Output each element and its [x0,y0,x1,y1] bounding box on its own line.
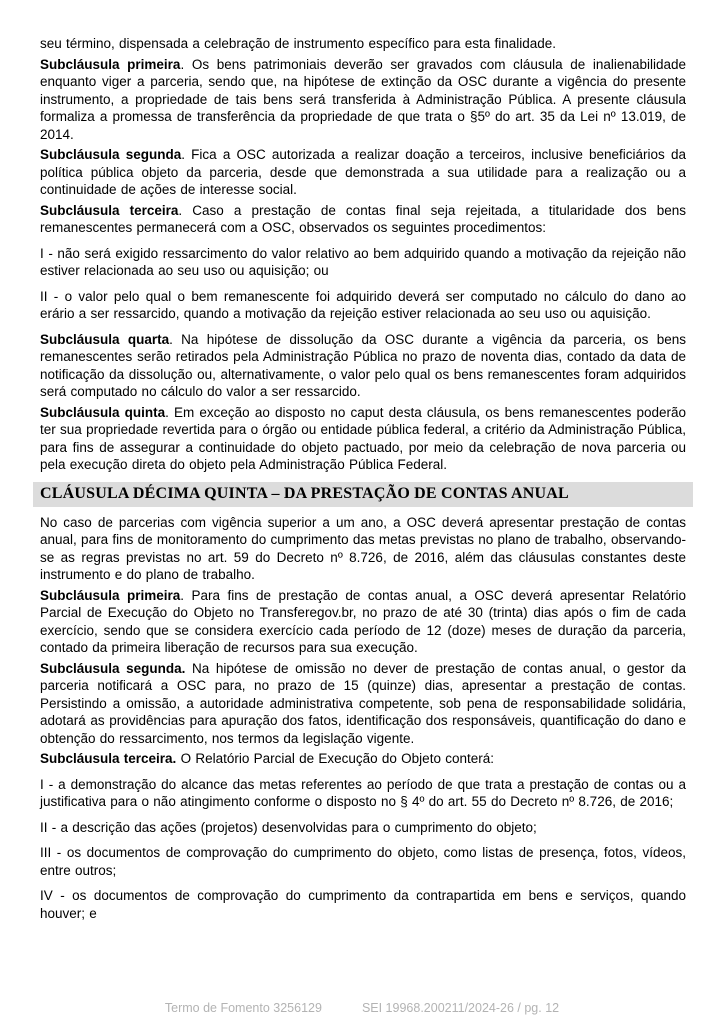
footer-doc-ref: Termo de Fomento 3256129 [164,1001,322,1015]
subclause-text: O Relatório Parcial de Execução do Objeto conterá: [176,751,494,766]
subclause-paragraph [40,331,686,401]
subclause-paragraph [40,56,686,144]
subclause-paragraph [40,202,686,237]
subclause-label: Subcláusula terceira [40,202,179,218]
list-item-paragraph: I - a demonstração do alcance das metas referentes ao período de que trata a prestação de contas ou a justificativa para o não atingimento conforme o disposto no § 4º do art. 55 do Decreto nº 8.726, de 2016; [40,776,686,809]
list-item-paragraph: I - não será exigido ressarcimento do valor relativo ao bem adquirido quando a motivação da rejeição não estiver relacionada ao seu uso ou aquisição; ou [40,245,686,278]
subclause-text: Na hipótese de omissão no dever de prestação de contas anual, o gestor da parceria notificará a OSC para, no prazo de 15 (quinze) dias, apresentar a prestação de contas. Persistindo a omissão, a autoridade administrativa competente, sob pena de responsabilidade solidária, adotará as providências para apuração dos fatos, identificação dos responsáveis, quantificação do dano e obtenção do ressarcimento, nos termos da legislação vigente. [40,660,686,746]
footer-sei-ref: SEI 19968.200211/2024-26 / pg. 12 [361,1001,560,1015]
subclause-paragraph [40,660,686,748]
subclause-text: . Os bens patrimoniais deverão ser gravados com cláusula de inalienabilidade enquanto viger a parceria, sendo que, na hipótese de extinção da OSC durante a vigência do presente instrumento, a propriedade de tais bens será transferida à Administração Pública. A presente cláusula formaliza a promessa de transferência da propriedade de que trata o §5º do art. 35 da Lei nº 13.019, de 2014. [40,56,686,142]
subclause-paragraph [40,750,686,768]
subclause-text: . Para fins de prestação de contas anual, a OSC deverá apresentar Relatório Parcial de Execução do Objeto no Transferegov.br, no prazo de até 30 (trinta) dias após o fim de cada exercício, sendo que se considera exercício cada período de 12 (doze) meses de duração da parceria, contado da primeira liberação de recursos para sua execução. [40,587,686,655]
subclause-label: Subcláusula primeira [40,587,181,603]
subclause-label: Subcláusula primeira [40,56,181,72]
subclause-text: . Na hipótese de dissolução da OSC durante a vigência da parceria, os bens remanescentes serão retirados pela Administração Pública no prazo de noventa dias, contado da data de notificação da dissolução ou, alternativamente, o valor pelo qual os bens remanescentes foram adquiridos será computado no cálculo do valor a ser ressarcido. [40,331,686,399]
list-item-paragraph: II - a descrição das ações (projetos) desenvolvidas para o cumprimento do objeto; [40,819,537,835]
page-content [40,35,686,930]
subclause-label: Subcláusula terceira. [40,751,177,766]
list-item-paragraph: III - os documentos de comprovação do cumprimento do objeto, como listas de presença, fotos, vídeos, entre outros; [40,845,686,878]
subclause-text: . Em exceção ao disposto no caput desta cláusula, os bens remanescentes poderão ter sua propriedade revertida para o órgão ou entidade pública federal, a critério da Administração Pública, para fins de assegurar a continuidade do objeto pactuado, por meio da celebração de nova parceria ou pela execução direta do objeto pela Administração Pública Federal. [40,404,686,472]
list-item-paragraph: IV - os documentos de comprovação do cumprimento da contrapartida em bens e serviços, quando houver; e [40,888,686,921]
body-paragraph: No caso de parcerias com vigência superior a um ano, a OSC deverá apresentar prestação de contas anual, para fins de monitoramento do cumprimento das metas previstas no plano de trabalho, observando-se as regras previstas no art. 59 do Decreto nº 8.726, de 2016, além das cláusulas constantes deste instrumento e do plano de trabalho. [40,514,686,582]
page-footer [0,1001,724,1015]
subclause-paragraph [40,587,686,657]
subclause-label: Subcláusula quinta [40,404,166,420]
clause-heading: CLÁUSULA DÉCIMA QUINTA – DA PRESTAÇÃO DE CONTAS ANUAL [33,482,693,507]
subclause-text: . Fica a OSC autorizada a realizar doação a terceiros, inclusive beneficiários da política pública objeto da parceria, desde que demonstrada a sua utilidade para a realização ou a continuidade de ações de interesse social. [40,147,686,197]
subclause-label: Subcláusula segunda [40,147,182,162]
subclause-text: . Caso a prestação de contas final seja rejeitada, a titularidade dos bens remanescentes permanecerá com a OSC, observados os seguintes procedimentos: [40,202,686,235]
body-paragraph: seu término, dispensada a celebração de instrumento específico para esta finalidade. [40,36,557,51]
subclause-paragraph [40,404,686,474]
subclause-label: Subcláusula segunda. [40,660,186,676]
subclause-label: Subcláusula quarta [40,331,170,347]
subclause-paragraph [40,146,686,199]
list-item-paragraph: II - o valor pelo qual o bem remanescente foi adquirido deverá ser computado no cálculo do dano ao erário a ser ressarcido, quando a motivação da rejeição estiver relacionada ao seu uso ou aquisição. [40,288,686,321]
